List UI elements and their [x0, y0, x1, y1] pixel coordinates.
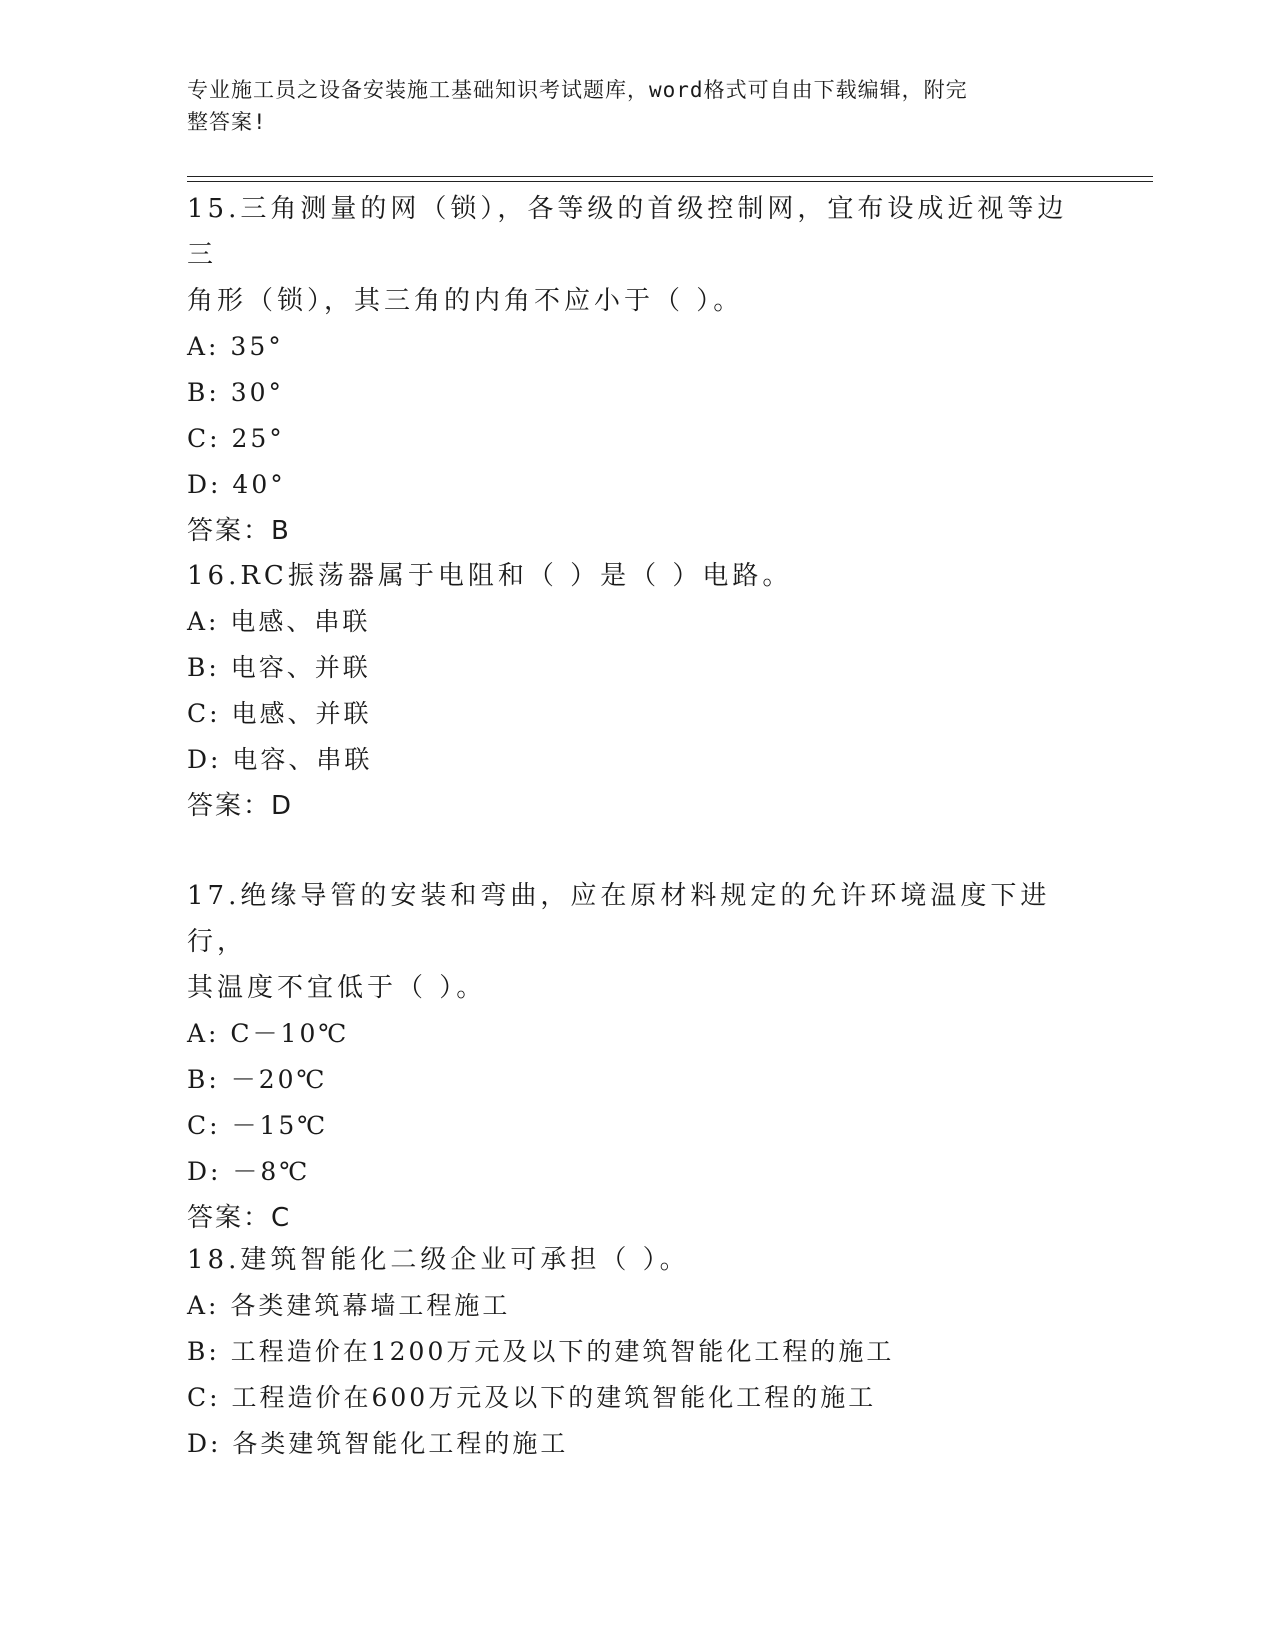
- option-b: B: －20℃: [187, 1065, 328, 1094]
- question-stem-line-1: 15.三角测量的网（锁），各等级的首级控制网，宜布设成近视等边三: [187, 194, 1068, 270]
- option-c: C: －15℃: [187, 1111, 329, 1140]
- option-b: B: 30°: [187, 378, 285, 407]
- question-17: [187, 873, 1087, 1241]
- option-a: A: C－10℃: [187, 1019, 350, 1048]
- option-d: D: －8℃: [187, 1157, 311, 1186]
- option-a: A: 35°: [187, 332, 284, 361]
- option-d: D: 40°: [187, 470, 286, 499]
- answer: 答案：C: [187, 1203, 292, 1233]
- option-a: A: 电感、串联: [187, 607, 371, 636]
- answer: 答案：B: [187, 516, 291, 546]
- question-18: [187, 1237, 1087, 1467]
- option-c: C: 25°: [187, 424, 285, 453]
- option-c: C: 工程造价在600万元及以下的建筑智能化工程的施工: [187, 1383, 877, 1412]
- option-d: D: 各类建筑智能化工程的施工: [187, 1429, 569, 1458]
- header-divider-top: [187, 176, 1153, 177]
- question-stem-line-2: 角形（锁），其三角的内角不应小于（ ）。: [187, 286, 744, 316]
- header-divider-bottom: [187, 181, 1153, 182]
- header-line-2: 整答案!: [187, 110, 267, 134]
- question-15: [187, 186, 1087, 554]
- question-stem-line-1: 18.建筑智能化二级企业可承担（ ）。: [187, 1245, 690, 1275]
- document-header: [187, 74, 1067, 138]
- answer: 答案：D: [187, 791, 294, 821]
- question-stem-line-1: 17.绝缘导管的安装和弯曲，应在原材料规定的允许环境温度下进行，: [187, 881, 1051, 957]
- option-b: B: 工程造价在1200万元及以下的建筑智能化工程的施工: [187, 1337, 895, 1366]
- question-16: [187, 553, 1087, 829]
- option-c: C: 电感、并联: [187, 699, 372, 728]
- option-b: B: 电容、并联: [187, 653, 371, 682]
- header-line-1: 专业施工员之设备安装施工基础知识考试题库，word格式可自由下载编辑，附完: [187, 78, 968, 102]
- question-stem-line-2: 其温度不宜低于（ ）。: [187, 973, 487, 1003]
- question-stem-line-1: 16.RC振荡器属于电阻和（ ）是（ ）电路。: [187, 561, 793, 591]
- option-a: A: 各类建筑幕墙工程施工: [187, 1291, 511, 1320]
- option-d: D: 电容、串联: [187, 745, 373, 774]
